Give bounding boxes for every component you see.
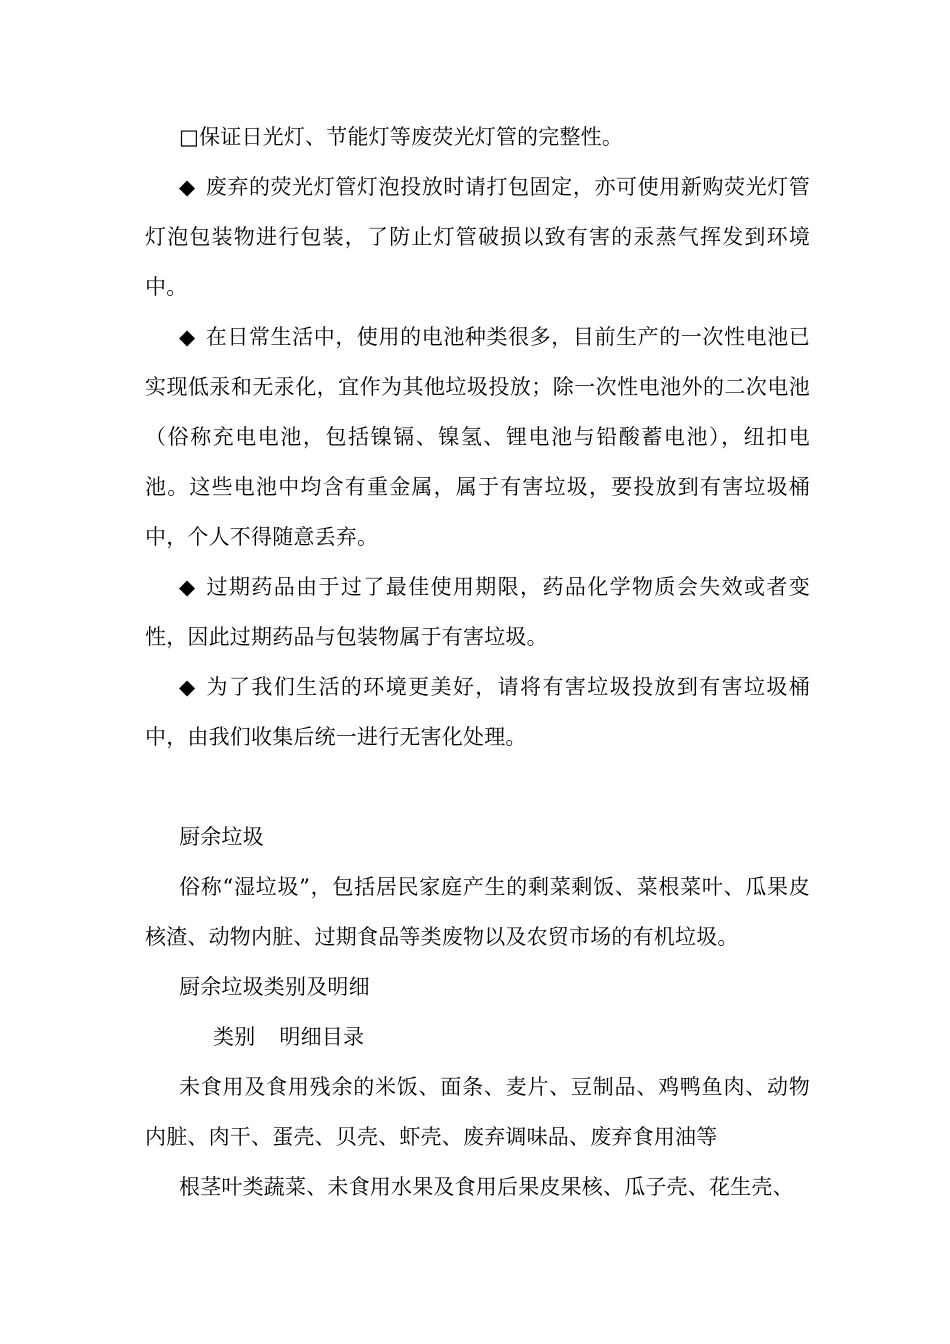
diamond-bullet-icon: ◆	[179, 575, 197, 599]
kitchen-table-title: 厨余垃圾类别及明细	[179, 975, 370, 999]
kitchen-description: 俗称“湿垃圾”，包括居民家庭产生的剩菜剩饭、菜根菜叶、瓜果皮核渣、动物内脏、过期食品等类废物以及农贸市场的有机垃圾。	[145, 875, 810, 949]
tip-text-1: □保证日光灯、节能灯等废荧光灯管的完整性。	[179, 125, 624, 149]
tip-text-4: 过期药品由于过了最佳使用期限，药品化学物质会失效或者变性，因此过期药品与包装物属于有害垃圾。	[145, 575, 810, 649]
tip-text-3: 在日常生活中，使用的电池种类很多，目前生产的一次性电池已实现低汞和无汞化，宜作为其他垃圾投放；除一次性电池外的二次电池（俗称充电电池，包括镍镉、镍氢、锂电池与铅酸蓄电池），纽扣电池。这些电池中均含有重金属，属于有害垃圾，要投放到有害垃圾桶中，个人不得随意丢弃。	[145, 325, 810, 549]
tip-paragraph-1	[145, 112, 810, 162]
tip-paragraph-2	[145, 162, 810, 312]
tip-text-2: 废弃的荧光灯管灯泡投放时请打包固定，亦可使用新购荧光灯管灯泡包装物进行包装，了防止灯管破损以致有害的汞蒸气挥发到环境中。	[145, 175, 810, 299]
kitchen-row-2: 根茎叶类蔬菜、未食用水果及食用后果皮果核、瓜子壳、花生壳、	[179, 1175, 794, 1199]
tip-paragraph-4	[145, 562, 810, 662]
diamond-bullet-icon: ◆	[179, 675, 197, 699]
category-header: 类别	[213, 1025, 256, 1049]
kitchen-row-1: 未食用及食用残余的米饭、面条、麦片、豆制品、鸡鸭鱼肉、动物内脏、肉干、蛋壳、贝壳、虾壳、废弃调味品、废弃食用油等	[145, 1075, 810, 1149]
tip-text-5: 为了我们生活的环境更美好，请将有害垃圾投放到有害垃圾桶中，由我们收集后统一进行无害化处理。	[145, 675, 810, 749]
kitchen-heading: 厨余垃圾	[179, 825, 264, 849]
diamond-bullet-icon: ◆	[179, 325, 196, 349]
diamond-bullet-icon: ◆	[179, 175, 196, 199]
detail-header: 明细目录	[279, 1025, 365, 1049]
kitchen-table-header	[145, 1012, 810, 1062]
section-spacer	[145, 762, 810, 812]
document-body	[145, 112, 810, 1212]
tip-paragraph-3	[145, 312, 810, 562]
tip-paragraph-5	[145, 662, 810, 762]
